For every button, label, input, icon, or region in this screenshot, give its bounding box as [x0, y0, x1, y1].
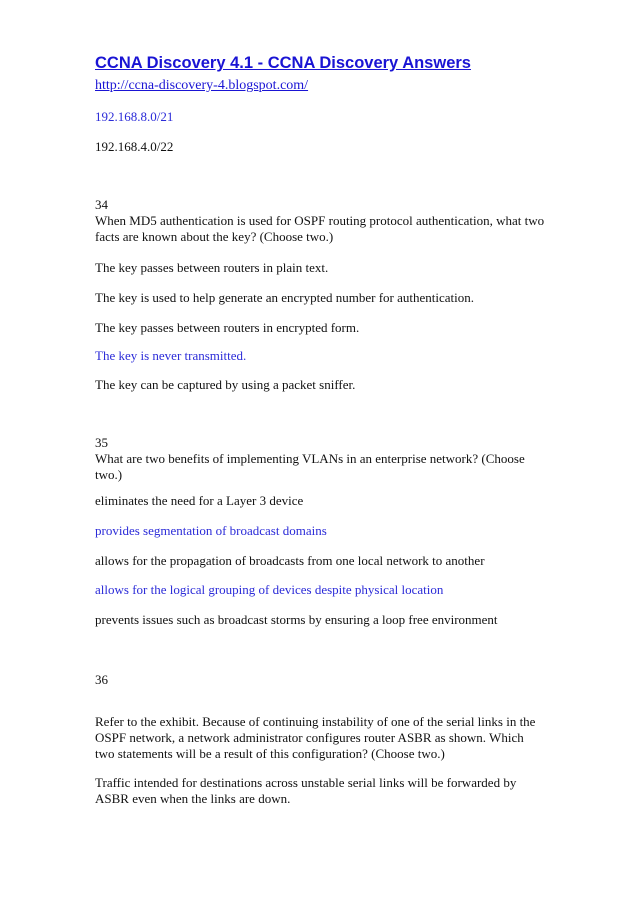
q34-option-5: The key can be captured by using a packet sniffer. [95, 377, 356, 392]
q35-option-5: prevents issues such as broadcast storms by ensuring a loop free environment [95, 612, 498, 627]
q35-option-2-correct: provides segmentation of broadcast domains [95, 523, 327, 538]
prev-answer-2: 192.168.4.0/22 [95, 139, 174, 154]
question-36-number: 36 [95, 672, 108, 687]
q36-option-1: Traffic intended for destinations across unstable serial links will be forwarded by ASBR even when the links are down. [95, 775, 517, 806]
prev-answer-1: 192.168.8.0/21 [95, 109, 174, 124]
q35-option-1: eliminates the need for a Layer 3 device [95, 493, 304, 508]
question-34-number: 34 [95, 197, 108, 212]
question-35-text: What are two benefits of implementing VLANs in an enterprise network? (Choose two.) [95, 451, 525, 482]
question-35-number: 35 [95, 435, 108, 450]
q34-option-2: The key is used to help generate an encrypted number for authentication. [95, 290, 475, 305]
q34-option-3: The key passes between routers in encrypted form. [95, 320, 360, 335]
q34-option-1: The key passes between routers in plain text. [95, 260, 329, 275]
site-url-link[interactable]: http://ccna-discovery-4.blogspot.com/ [95, 78, 309, 93]
q34-option-4-correct: The key is never transmitted. [95, 348, 247, 363]
question-34-text: When MD5 authentication is used for OSPF routing protocol authentication, what two facts are known about the key? (Choose two.) [95, 213, 545, 244]
q35-option-4-correct: allows for the logical grouping of devices despite physical location [95, 582, 444, 597]
site-title-link[interactable]: CCNA Discovery 4.1 - CCNA Discovery Answers [95, 54, 471, 72]
question-36-text: Refer to the exhibit. Because of continuing instability of one of the serial links in the OSPF network, a network administrator configures router ASBR as shown. Which two statements will be a result of this configuration? (Choose two.) [95, 714, 536, 761]
q35-option-3: allows for the propagation of broadcasts from one local network to another [95, 553, 485, 568]
